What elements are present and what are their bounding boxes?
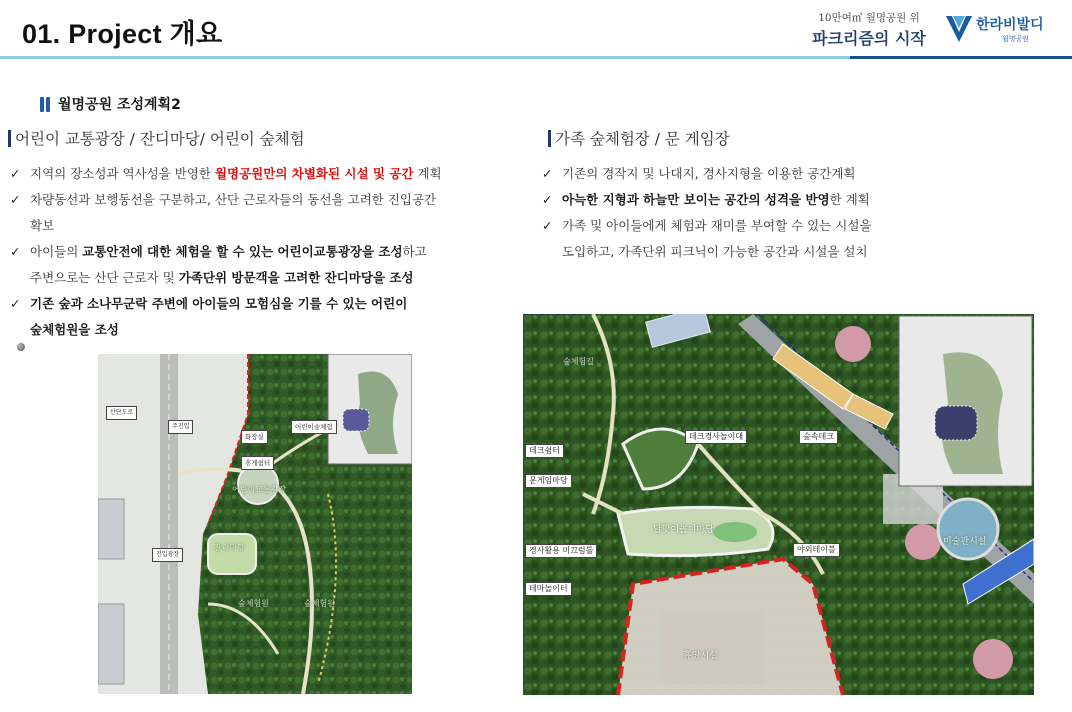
list-item: ✓ 가족 및 아이들에게 체험과 재미를 부여할 수 있는 시설을 도입하고, 가족단위 피크닉이 가능한 공간과 시설을 설치 [542,213,942,265]
page-header [0,0,1072,62]
check-icon: ✓ [10,192,21,207]
map-label: 주진입 [168,420,193,434]
logo-name: 한라비발디 [976,17,1044,33]
slogan-top: 10만여㎡ 월명공원 위 [818,12,920,24]
section-heading [40,94,181,114]
map-label: 어린이숲체험 [291,420,337,434]
map-label: 테마놀이터 [525,582,572,596]
check-icon: ✓ [10,296,21,311]
map-label: 숲체험길 [563,357,594,366]
section-marker-icon [40,97,50,112]
check-icon: ✓ [542,218,553,233]
list-item: ✓ 기존 숲과 소나무군락 주변에 아이들의 모험심을 기를 수 있는 어린이 숲체험원을 조성 [10,291,530,343]
left-map-graphic [98,354,412,694]
map-label: 야외테이블 [793,543,840,557]
left-site-plan-map [98,354,412,694]
left-subheading-text: 어린이 교통광장 / 잔디마당/ 어린이 숲체험 [15,130,305,148]
check-icon: ✓ [542,192,553,207]
left-subheading [8,127,305,149]
map-label: 진입광장 [152,548,183,562]
map-label: 달맞이놀이마당 [653,525,714,535]
map-label: 숲체험원 [304,599,335,608]
map-label: 숲속데크 [799,430,838,444]
bullet-dot-icon [17,343,25,351]
right-map-graphic [523,314,1034,695]
map-label: 숲체험원 [238,599,269,608]
list-item: ✓ 아늑한 지형과 하늘만 보이는 공간의 성격을 반영한 계획 [542,187,942,213]
list-item: ✓ 지역의 장소성과 역사성을 반영한 월명공원만의 차별화된 시설 및 공간 계획 [10,161,530,187]
section-title: 월명공원 조성계획2 [58,97,181,113]
slogan [808,10,930,49]
list-item: ✓ 아이들의 교통안전에 대한 체험을 할 수 있는 어린이교통광장을 조성하고 주변으로는 산단 근로자 및 가족단위 방문객을 고려한 잔디마당을 조성 [10,239,530,291]
check-icon: ✓ [10,244,21,259]
map-label: 산단도로 [106,406,137,420]
header-divider-accent [850,56,1072,59]
list-item: ✓ 기존의 경작지 및 나대지, 경사지형을 이용한 공간계획 [542,161,942,187]
map-label: 데크쉼터 [525,444,564,458]
brand-logo [944,12,1064,46]
slogan-main: 파크리즘의 시작 [812,29,926,48]
map-label: 문게임마당 [525,474,572,488]
logo-sub: 월명공원 [1002,35,1030,43]
right-subheading [548,127,730,149]
page-title: 01. Project 개요 [22,19,223,49]
map-label: 데크경사놀이대 [685,430,747,444]
logo-mark-icon [944,12,974,44]
check-icon: ✓ [10,166,21,181]
check-icon: ✓ [542,166,553,181]
list-item: ✓ 차량동선과 보행동선을 구분하고, 산단 근로자들의 동선을 고려한 진입공간 확보 [10,187,530,239]
map-label: 잔디마당 [214,543,245,552]
left-bullet-list [10,161,530,343]
map-label: 화장실 [241,430,268,444]
map-label: 휴양시설 [683,651,718,661]
subheading-marker [548,130,551,147]
map-label: 미술관시설 [943,537,987,547]
subheading-marker [8,130,11,147]
map-label: 휴게쉼터 [241,456,274,470]
right-bullet-list [542,161,942,265]
right-subheading-text: 가족 숲체험장 / 문 게임장 [555,130,730,148]
map-label: 어린이교통광장 [232,485,287,494]
map-label: 경사활용 미끄럼틀 [525,544,597,558]
right-site-plan-map [523,314,1034,695]
